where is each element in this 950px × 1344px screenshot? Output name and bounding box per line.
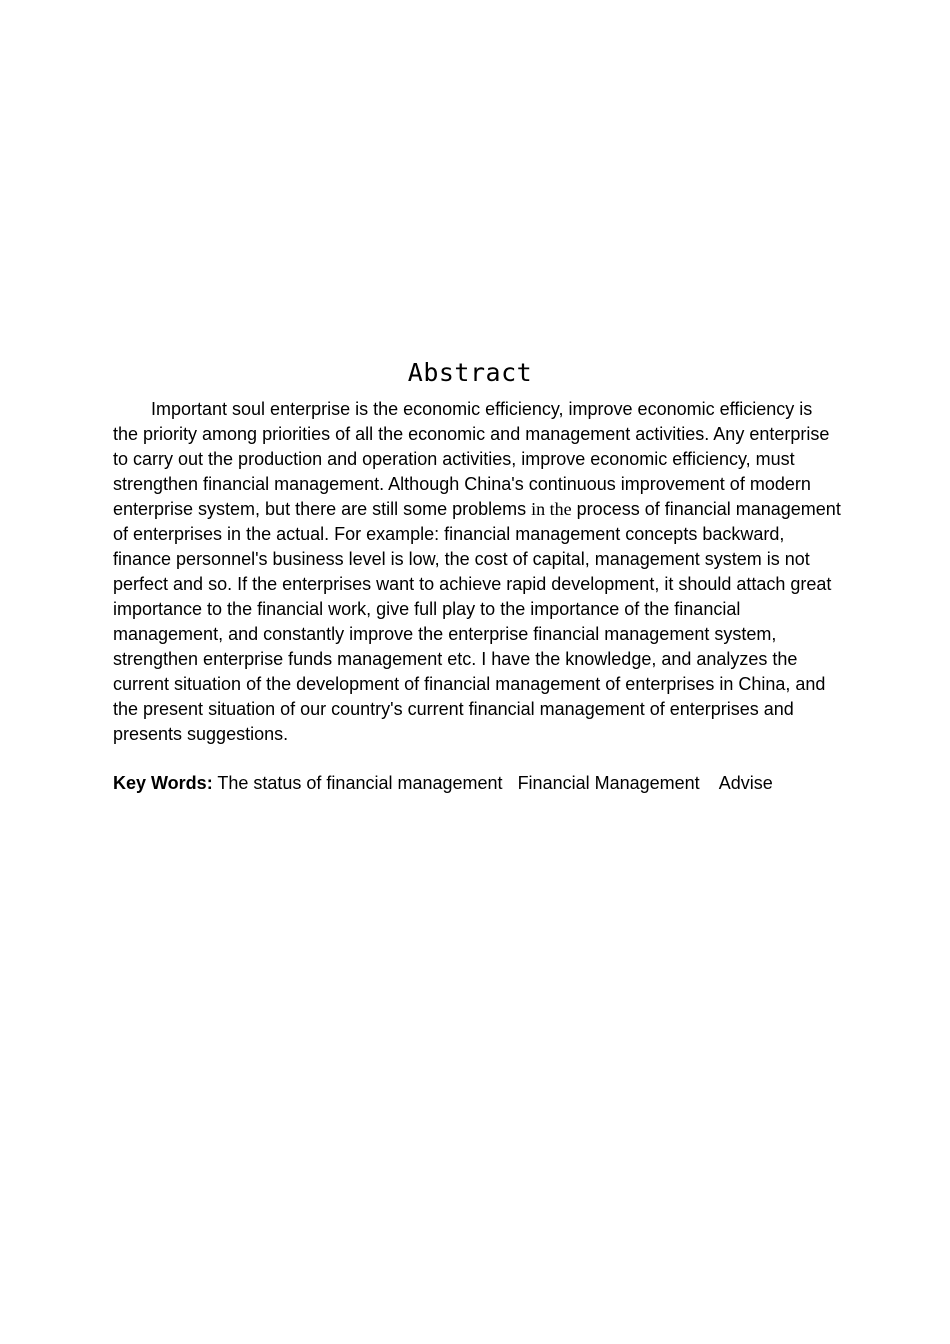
abstract-body-serif-fragment: in the — [531, 499, 572, 519]
abstract-body-part2: process of financial management of enterprises in the actual. For example: financial management concepts backward, finance personnel's business level is low, the cost of capital, management system is not perfect and so. If the enterprises want to achieve rapid development, it should attach great importance to the financial work, give full play to the importance of the financial management, and constantly improve the enterprise financial management system, strengthen enterprise funds management etc. I have the knowledge, and analyzes the current situation of the development of financial management of enterprises in China, and the present situation of our country's current financial management of enterprises and presents suggestions. — [113, 499, 841, 744]
keywords-label: Key Words: — [113, 773, 213, 793]
abstract-body-part1: Important soul enterprise is the economic efficiency, improve economic efficiency is the priority among priorities of all the economic and management activities. Any enterprise to carry out the production and operation activities, improve economic efficiency, must strengthen financial management. Although China's continuous improvement of modern enterprise system, but there are still some problems — [113, 399, 830, 519]
keyword-item: Financial Management — [517, 773, 700, 793]
abstract-title: Abstract — [407, 358, 533, 387]
keyword-item: The status of financial management — [217, 773, 503, 793]
abstract-body — [113, 397, 841, 747]
keywords-line — [113, 771, 873, 796]
keyword-item: Advise — [718, 773, 773, 793]
